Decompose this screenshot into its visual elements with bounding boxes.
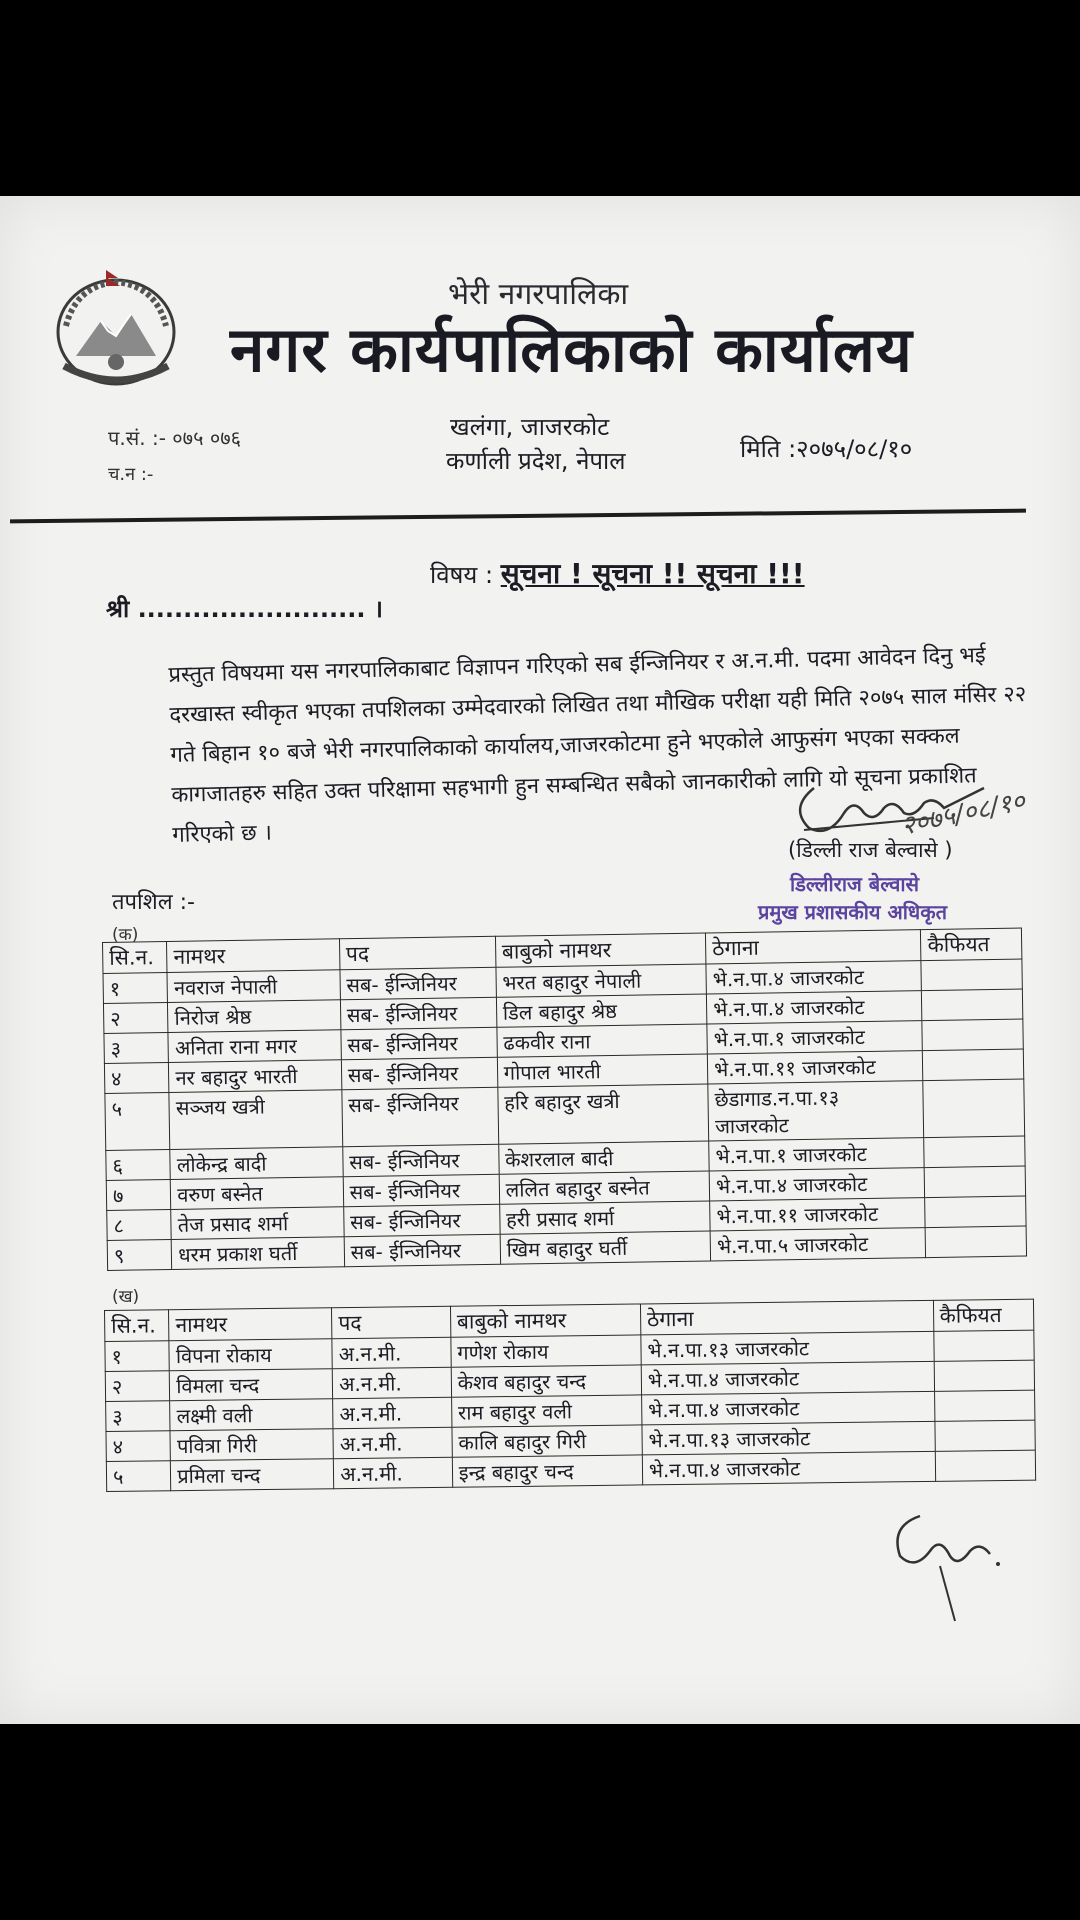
cell-father-name: ललित बहादुर बस्नेत: [499, 1171, 710, 1204]
cell-remarks: [923, 1049, 1024, 1081]
header-divider: [10, 509, 1026, 524]
salutation: श्री ......................... ।: [106, 595, 383, 623]
cell-name: प्रमिला चन्द: [171, 1459, 334, 1491]
cell-serial: ३: [106, 1401, 171, 1432]
cell-address: भे.न.पा.४ जाजरकोट: [706, 961, 922, 994]
notice-paper: [0, 196, 1080, 1724]
cell-post: सब- ईन्जिनियर: [340, 967, 496, 999]
cell-name: धरम प्रकाश घर्ती: [172, 1237, 345, 1270]
cell-serial: २: [105, 1371, 170, 1402]
cell-name: सञ्जय खत्री: [169, 1090, 342, 1150]
cell-remarks: [934, 1420, 1035, 1451]
cell-father-name: कालि बहादुर गिरी: [452, 1425, 642, 1457]
col-name: नामथर: [169, 1308, 332, 1341]
cell-name: पवित्रा गिरी: [170, 1429, 333, 1461]
reference-number: प.सं. :- ०७५ ०७६: [108, 426, 242, 450]
address-line-1: खलंगा, जाजरकोट: [450, 413, 610, 441]
cell-father-name: गणेश रोकाय: [451, 1335, 641, 1367]
cell-serial: ६: [106, 1149, 171, 1180]
col-address: ठेगाना: [706, 930, 922, 964]
cell-name: नर बहादुर भारती: [169, 1060, 342, 1093]
cell-post: सब- ईन्जिनियर: [343, 1174, 499, 1206]
cell-serial: १: [103, 972, 168, 1003]
notice-body: प्रस्तुत विषयमा यस नगरपालिकाबाट विज्ञापन गरिएको सब ईन्जिनियर र अ.न.मी. पदमा आवेदन दिनु भई दरखास्त स्वीकृत भएका तपशिलका उम्मेदवारको लिखित तथा मौखिक परीक्षा यही मिति २०७५ साल मंसिर २२ गते बिहान १० बजे भेरी नगरपालिकाको कार्यालय,जाजरकोटमा हुने भएकोले आफुसंग भएका सक्कल कागजातहरु सहित उक्त परिक्षामा सहभागी हुन सम्बन्धित सबैको जानकारीको लागि यो सूचना प्रकाशित गरिएको छ ।: [168, 643, 1027, 848]
officer-initials-signature: [880, 1496, 1020, 1626]
cell-name: विमला चन्द: [170, 1369, 333, 1401]
municipality-name: भेरी नगरपालिका: [448, 277, 629, 312]
cell-remarks: [925, 1196, 1026, 1228]
stamp-name: डिल्लीराज बेल्वासे: [790, 872, 920, 896]
cell-address: भे.न.पा.४ जाजरकोट: [709, 1168, 925, 1201]
group-a-label: (क): [112, 925, 139, 945]
cell-father-name: केशरलाल बादी: [498, 1141, 709, 1174]
cell-serial: ३: [104, 1032, 169, 1063]
cell-address: भे.न.पा.१ जाजरकोट: [707, 1021, 923, 1054]
subject-line: [430, 554, 805, 592]
stamp-title: प्रमुख प्रशासकीय अधिकृत: [758, 900, 947, 924]
cell-father-name: डिल बहादुर श्रेष्ठ: [496, 994, 707, 1027]
cell-post: सब- ईन्जिनियर: [340, 997, 496, 1029]
cell-address: भे.न.पा.५ जाजरकोट: [710, 1228, 926, 1261]
cell-name: नवराज नेपाली: [167, 970, 340, 1003]
cell-name: लक्ष्मी वली: [170, 1399, 333, 1431]
signature-date: २०७५/०८/१०: [898, 786, 1028, 842]
cell-name: अनिता राना मगर: [168, 1030, 341, 1063]
cell-serial: ९: [107, 1239, 172, 1270]
cell-father-name: हरि बहादुर खत्री: [498, 1084, 709, 1144]
cell-post: अ.न.मी.: [334, 1457, 453, 1488]
cell-name: निरोज श्रेष्ठ: [168, 1000, 341, 1033]
details-label: तपशिल :-: [112, 890, 195, 915]
cell-post: सब- ईन्जिनियर: [342, 1144, 498, 1176]
cell-post: अ.न.मी.: [332, 1337, 451, 1368]
nepal-emblem-icon: [46, 266, 186, 396]
col-address: ठेगाना: [640, 1300, 933, 1335]
cell-post: अ.न.मी.: [333, 1427, 452, 1458]
cell-remarks: [926, 1226, 1027, 1258]
cell-address: भे.न.पा.४ जाजरकोट: [641, 1391, 934, 1425]
cell-address: भे.न.पा.११ जाजरकोट: [707, 1051, 923, 1084]
cell-father-name: इन्द्र बहादुर चन्द: [452, 1455, 642, 1487]
cell-remarks: [934, 1360, 1035, 1391]
cell-post: अ.न.मी.: [333, 1397, 452, 1428]
cell-name: विपना रोकाय: [169, 1339, 332, 1371]
cell-address: भे.न.पा.४ जाजरकोट: [707, 991, 923, 1024]
cell-father-name: गोपाल भारती: [497, 1054, 708, 1087]
anm-table: [104, 1299, 1036, 1492]
cell-remarks: [924, 1136, 1025, 1168]
notice-date: मिति :२०७५/०८/१०: [740, 435, 913, 463]
col-serial: सि.न.: [103, 941, 168, 973]
col-father-name: बाबुको नामथर: [450, 1304, 640, 1337]
cell-father-name: राम बहादुर वली: [451, 1395, 641, 1427]
subject-label: विषय :: [430, 561, 494, 589]
col-post: पद: [339, 936, 495, 969]
cell-address: भे.न.पा.११ जाजरकोट: [710, 1198, 926, 1231]
cell-father-name: भरत बहादुर नेपाली: [496, 964, 707, 997]
cell-father-name: खिम बहादुर घर्ती: [500, 1231, 711, 1264]
cell-name: वरुण बस्नेत: [171, 1177, 344, 1210]
cell-remarks: [934, 1390, 1035, 1421]
sub-engineer-table: [102, 928, 1027, 1271]
cell-address: भे.न.पा.१३ जाजरकोट: [641, 1331, 934, 1365]
office-title: नगर कार्यपालिकाको कार्यालय: [230, 313, 913, 386]
cell-post: सब- ईन्जिनियर: [342, 1087, 499, 1146]
cell-father-name: ढकवीर राना: [497, 1024, 708, 1057]
cell-serial: २: [103, 1002, 168, 1033]
col-father-name: बाबुको नामथर: [495, 933, 706, 967]
cell-address: भे.न.पा.४ जाजरकोट: [642, 1451, 935, 1485]
cell-post: सब- ईन्जिनियर: [344, 1234, 500, 1266]
group-b-label: (ख): [112, 1287, 140, 1307]
cell-serial: ७: [106, 1179, 171, 1210]
cell-serial: ८: [107, 1209, 172, 1240]
cell-address: भे.न.पा.१३ जाजरकोट: [642, 1421, 935, 1455]
cell-serial: ५: [105, 1092, 170, 1150]
cell-remarks: [921, 959, 1022, 991]
col-post: पद: [332, 1306, 451, 1338]
cell-remarks: [922, 1019, 1023, 1051]
cell-remarks: [925, 1166, 1026, 1198]
cell-serial: १: [105, 1341, 170, 1372]
cell-serial: ५: [106, 1461, 171, 1492]
cell-address: भे.न.पा.१ जाजरकोट: [709, 1138, 925, 1171]
cell-address: छेडागाड.न.पा.१३ जाजरकोट: [708, 1081, 924, 1141]
cell-post: सब- ईन्जिनियर: [341, 1057, 497, 1089]
col-remarks: कैफियत: [933, 1299, 1034, 1331]
cell-address: भे.न.पा.४ जाजरकोट: [641, 1361, 934, 1395]
cell-remarks: [935, 1450, 1036, 1481]
col-serial: सि.न.: [105, 1310, 170, 1342]
cell-remarks: [933, 1330, 1034, 1361]
dispatch-number: च.न :-: [108, 464, 154, 485]
cell-remarks: [923, 1079, 1024, 1138]
cell-post: अ.न.मी.: [332, 1367, 451, 1398]
cell-post: सब- ईन्जिनियर: [341, 1027, 497, 1059]
cell-name: तेज प्रसाद शर्मा: [171, 1207, 344, 1240]
subject-text: सूचना ! सूचना !! सूचना !!!: [500, 557, 805, 590]
cell-serial: ४: [104, 1062, 169, 1093]
cell-post: सब- ईन्जिनियर: [343, 1204, 499, 1236]
signatory-name: (डिल्ली राज बेल्वासे ): [788, 838, 953, 862]
cell-name: लोकेन्द्र बादी: [170, 1147, 343, 1180]
cell-father-name: केशव बहादुर चन्द: [451, 1365, 641, 1397]
col-name: नामथर: [167, 939, 340, 973]
cell-father-name: हरी प्रसाद शर्मा: [499, 1201, 710, 1234]
cell-serial: ४: [106, 1431, 171, 1462]
address-line-2: कर्णाली प्रदेश, नेपाल: [446, 447, 626, 475]
cell-remarks: [922, 989, 1023, 1021]
col-remarks: कैफियत: [921, 928, 1022, 961]
